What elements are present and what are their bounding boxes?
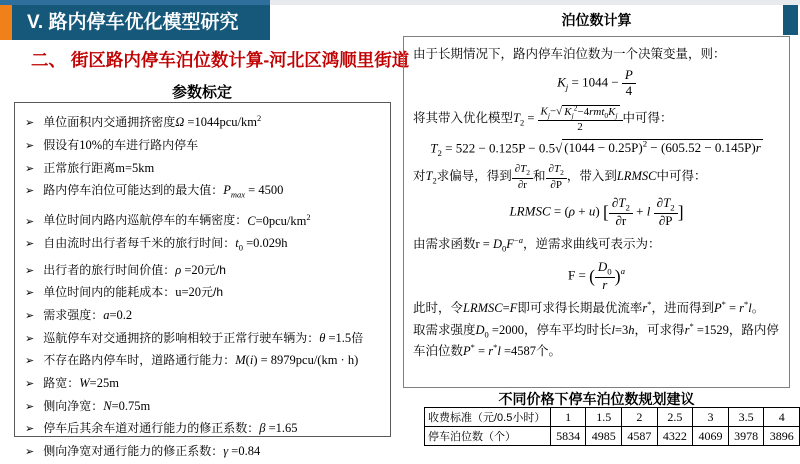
table-cell: 3.5 (728, 408, 764, 427)
text-optimization-model: 将其带入优化模型$T_2$ = $\frac{K_j-√ K_j^2-4rmt_0K_j}{2}$ 中可得： (413, 103, 673, 134)
parameter-item: ➢ 需求强度：a=0.2 (25, 305, 384, 328)
table-row (425, 408, 800, 427)
table-cell: 2 (622, 408, 658, 427)
parameter-item: ➢ 单位面积内交通拥挤密度$\Omega =1044pcu/km^2$ (25, 108, 384, 135)
text-demand-function: 由需求函数$r = D_0F^{-a}$，逆需求曲线可表示为： (413, 235, 661, 254)
text-partial-derivative: 对$T_2$求偏导，得到 $\frac{\partial T_2}{\partial r}$ 和 $\frac{\partial T_2}{\partial P}$ ，带入到LRMSC中可得： (413, 163, 707, 191)
slide-title: V. 路内停车优化模型研究 (12, 5, 270, 40)
table-cell: 3 (693, 408, 729, 427)
formula-t2: $T_2 = 522 - 0.125P - 0.5√$ $(1044 - 0.25P)^2 - (605.52 - 0.145P)r$ (430, 139, 761, 158)
parameter-item: ➢ 出行者的旅行时间价值：ρ =20元/h (25, 260, 384, 283)
parameter-item: ➢ 不存在路内停车时，道路通行能力：M(i) = 8979pcu/(km · h) (25, 350, 384, 373)
text-optimal-flow: 此时，令LRMSC=F即可求得长期最优流率r*，进而得到P* = r*l。 (413, 298, 765, 315)
table-cell: 3896 (764, 427, 800, 446)
text-result: 取需求强度$D_0 =2000$，停车平均时长l=3h，可求得r* =1529，路内停车泊位数P* = r*l =4587个。 (413, 321, 779, 359)
formula-kj: $K_j = 1044$ − $\frac{P}{4}$ (413, 68, 780, 99)
left-panel-title: 参数标定 (171, 84, 232, 101)
parameter-item: ➢ 路宽：W=25m (25, 373, 384, 396)
text-decision-variable: 由于长期情况下，路内停车泊位数为一个决策变量，则： (413, 47, 726, 61)
row-header-berths: 停车泊位数（个） (425, 427, 551, 446)
parameter-item: ➢ 单位时间内的能耗成本：u=20元/h (25, 282, 384, 305)
header-orange-accent (0, 5, 12, 40)
table-cell: 3978 (728, 427, 764, 446)
section-subtitle: 二、 街区路内停车泊位数计算-河北区鸿顺里街道 (31, 50, 410, 70)
parameter-item: ➢ 自由流时出行者每千米的旅行时间：$t_0 =0.029h$ (25, 233, 384, 259)
table-cell: 4322 (657, 427, 693, 446)
parameter-panel (14, 102, 391, 459)
table-title: 不同价格下停车泊位数规划建议 (498, 391, 695, 407)
table-cell: 1.5 (586, 408, 622, 427)
parameter-list (25, 108, 384, 464)
table-cell: 5834 (550, 427, 586, 446)
parameter-item: ➢ 侧向净宽对通行能力的修正系数：γ =0.84 (25, 441, 384, 464)
right-panel-title: 泊位数计算 (561, 12, 632, 28)
parameter-item: ➢ 路内停车泊位可能达到的最大值：$P_{max} = 4500$ (25, 180, 384, 206)
table-row (425, 427, 800, 446)
formula-inverse-demand: F = ( $\frac{D_0}{r}$ )$^a$ (568, 259, 625, 292)
formula-lrmsc: LRMSC = (ρ + u) [ $\frac{\partial T_2}{\partial r}$ + l $\frac{\partial T_2}{\partial P}$ ] (509, 195, 684, 229)
parameter-item: ➢ 巡航停车对交通拥挤的影响相较于正常行驶车辆为：θ =1.5倍 (25, 328, 384, 351)
table-cell: 4 (764, 408, 800, 427)
parameter-item: ➢ 单位时间内路内巡航停车的车辆密度：$C=0pcu/km^2$ (25, 206, 384, 233)
top-accent-strip-right (270, 0, 800, 5)
parameter-item: ➢ 侧向净宽：N=0.75m (25, 396, 384, 419)
table-cell: 4587 (622, 427, 658, 446)
parameter-item: ➢ 假设有10%的车进行路内停车 (25, 135, 384, 158)
table-cell: 1 (550, 408, 586, 427)
table-cell: 4069 (693, 427, 729, 446)
calculation-panel (403, 36, 790, 388)
table-cell: 2.5 (657, 408, 693, 427)
row-header-fee: 收费标准（元/0.5小时） (425, 408, 551, 427)
parameter-item: ➢ 停车后其余车道对通行能力的修正系数：β =1.65 (25, 418, 384, 441)
price-berth-table (424, 407, 800, 446)
table-cell: 4985 (586, 427, 622, 446)
parameter-item: ➢ 正常旅行距离m=5km (25, 158, 384, 181)
